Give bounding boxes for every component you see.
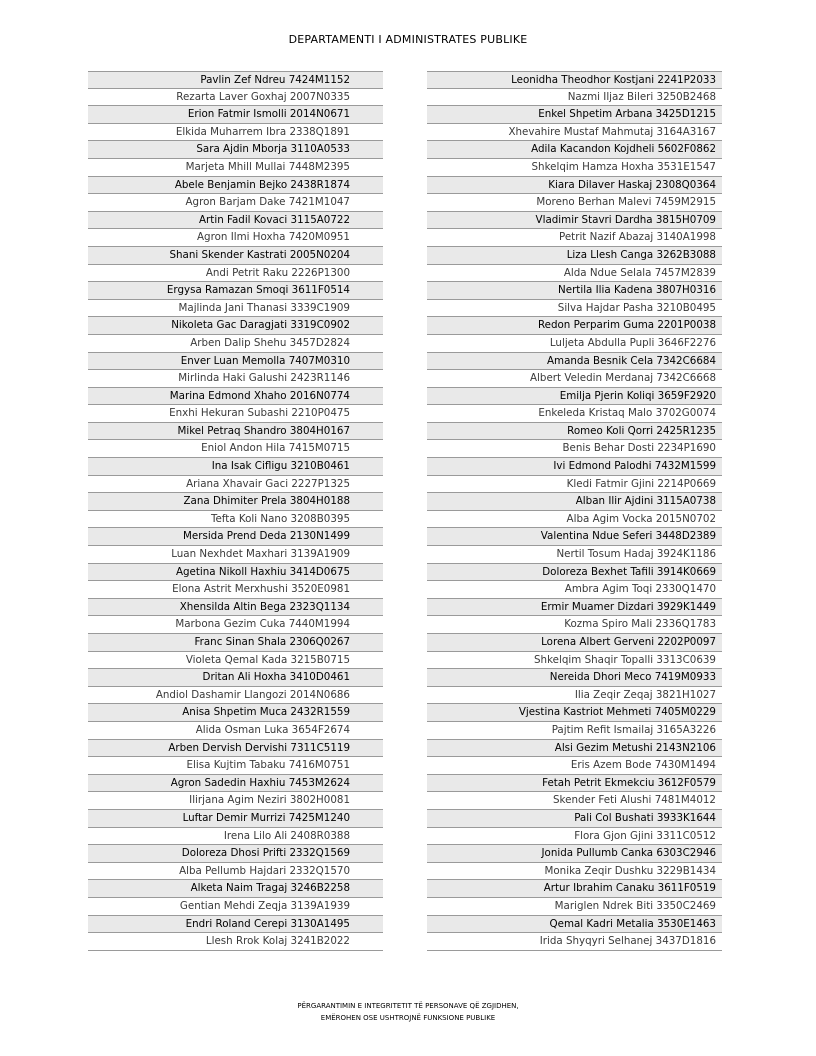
list-item: Agron Sadedin Haxhiu 7453M2624 <box>88 775 383 793</box>
list-item: Anisa Shpetim Muca 2432R1559 <box>88 704 383 722</box>
list-item: Mirlinda Haki Galushi 2423R1146 <box>88 370 383 388</box>
document-title: DEPARTAMENTI I ADMINISTRATES PUBLIKE <box>288 33 528 46</box>
list-item: Alida Osman Luka 3654F2674 <box>88 722 383 740</box>
list-item: Ergysa Ramazan Smoqi 3611F0514 <box>88 282 383 300</box>
list-item: Nazmi Iljaz Bileri 3250B2468 <box>427 89 722 107</box>
list-item: Romeo Koli Qorri 2425R1235 <box>427 423 722 441</box>
list-item: Andiol Dashamir Llangozi 2014N0686 <box>88 687 383 705</box>
list-item: Artin Fadil Kovaci 3115A0722 <box>88 212 383 230</box>
list-item: Llesh Rrok Kolaj 3241B2022 <box>88 933 383 951</box>
list-item: Ilirjana Agim Neziri 3802H0081 <box>88 792 383 810</box>
footer-line-1: PËRGARANTIMIN E INTEGRITETIT TË PERSONAVE QË ZGJIDHEN, <box>297 1002 519 1010</box>
list-item: Enxhi Hekuran Subashi 2210P0475 <box>88 405 383 423</box>
list-item: Redon Perparim Guma 2201P0038 <box>427 317 722 335</box>
list-item: Flora Gjon Gjini 3311C0512 <box>427 828 722 846</box>
list-item: Dritan Ali Hoxha 3410D0461 <box>88 669 383 687</box>
list-item: Luftar Demir Murrizi 7425M1240 <box>88 810 383 828</box>
list-item: Luan Nexhdet Maxhari 3139A1909 <box>88 546 383 564</box>
list-item: Marina Edmond Xhaho 2016N0774 <box>88 388 383 406</box>
list-item: Alban Ilir Ajdini 3115A0738 <box>427 493 722 511</box>
list-item: Rezarta Laver Goxhaj 2007N0335 <box>88 89 383 107</box>
list-item: Ambra Agim Toqi 2330Q1470 <box>427 581 722 599</box>
list-item: Mersida Prend Deda 2130N1499 <box>88 528 383 546</box>
list-item: Andi Petrit Raku 2226P1300 <box>88 265 383 283</box>
list-item: Marjeta Mhill Mullai 7448M2395 <box>88 159 383 177</box>
list-item: Alba Agim Vocka 2015N0702 <box>427 511 722 529</box>
list-item: Nertila Ilia Kadena 3807H0316 <box>427 282 722 300</box>
list-item: Alda Ndue Selala 7457M2839 <box>427 265 722 283</box>
list-item: Vjestina Kastriot Mehmeti 7405M0229 <box>427 704 722 722</box>
list-item: Tefta Koli Nano 3208B0395 <box>88 511 383 529</box>
list-item: Luljeta Abdulla Pupli 3646F2276 <box>427 335 722 353</box>
list-item: Liza Llesh Canga 3262B3088 <box>427 247 722 265</box>
list-item: Elona Astrit Merxhushi 3520E0981 <box>88 581 383 599</box>
list-item: Endri Roland Cerepi 3130A1495 <box>88 916 383 934</box>
list-item: Xhevahire Mustaf Mahmutaj 3164A3167 <box>427 124 722 142</box>
list-item: Albert Veledin Merdanaj 7342C6668 <box>427 370 722 388</box>
list-item: Pavlin Zef Ndreu 7424M1152 <box>88 71 383 89</box>
right-name-list <box>427 71 722 951</box>
list-item: Enver Luan Memolla 7407M0310 <box>88 353 383 371</box>
list-item: Doloreza Dhosi Prifti 2332Q1569 <box>88 845 383 863</box>
list-item: Majlinda Jani Thanasi 3339C1909 <box>88 300 383 318</box>
list-item: Elkida Muharrem Ibra 2338Q1891 <box>88 124 383 142</box>
list-item: Artur Ibrahim Canaku 3611F0519 <box>427 880 722 898</box>
list-item: Shkelqim Hamza Hoxha 3531E1547 <box>427 159 722 177</box>
list-item: Eris Azem Bode 7430M1494 <box>427 757 722 775</box>
list-item: Mariglen Ndrek Biti 3350C2469 <box>427 898 722 916</box>
list-item: Vladimir Stavri Dardha 3815H0709 <box>427 212 722 230</box>
list-item: Benis Behar Dosti 2234P1690 <box>427 440 722 458</box>
list-item: Zana Dhimiter Prela 3804H0188 <box>88 493 383 511</box>
footer <box>0 1000 816 1024</box>
footer-line-2: EMËROHEN OSE USHTROJNË FUNKSIONE PUBLIKE <box>320 1014 496 1022</box>
list-item: Shani Skender Kastrati 2005N0204 <box>88 247 383 265</box>
list-item: Ariana Xhavair Gaci 2227P1325 <box>88 476 383 494</box>
list-item: Agron Ilmi Hoxha 7420M0951 <box>88 229 383 247</box>
list-item: Monika Zeqir Dushku 3229B1434 <box>427 863 722 881</box>
list-item: Nereida Dhori Meco 7419M0933 <box>427 669 722 687</box>
list-item: Valentina Ndue Seferi 3448D2389 <box>427 528 722 546</box>
list-item: Fetah Petrit Ekmekciu 3612F0579 <box>427 775 722 793</box>
list-item: Shkelqim Shaqir Topalli 3313C0639 <box>427 652 722 670</box>
list-item: Arben Dalip Shehu 3457D2824 <box>88 335 383 353</box>
list-item: Enkeleda Kristaq Malo 3702G0074 <box>427 405 722 423</box>
list-item: Silva Hajdar Pasha 3210B0495 <box>427 300 722 318</box>
list-item: Alsi Gezim Metushi 2143N2106 <box>427 740 722 758</box>
list-item: Ina Isak Cifligu 3210B0461 <box>88 458 383 476</box>
list-item: Pajtim Refit Ismailaj 3165A3226 <box>427 722 722 740</box>
list-item: Doloreza Bexhet Tafili 3914K0669 <box>427 564 722 582</box>
list-item: Skender Feti Alushi 7481M4012 <box>427 792 722 810</box>
list-item: Irena Lilo Ali 2408R0388 <box>88 828 383 846</box>
list-item: Leonidha Theodhor Kostjani 2241P2033 <box>427 71 722 89</box>
list-item: Irida Shyqyri Selhanej 3437D1816 <box>427 933 722 951</box>
list-item: Jonida Pullumb Canka 6303C2946 <box>427 845 722 863</box>
list-item: Sara Ajdin Mborja 3110A0533 <box>88 141 383 159</box>
list-item: Kiara Dilaver Haskaj 2308Q0364 <box>427 177 722 195</box>
list-item: Moreno Berhan Malevi 7459M2915 <box>427 194 722 212</box>
list-item: Lorena Albert Gerveni 2202P0097 <box>427 634 722 652</box>
list-item: Ilia Zeqir Zeqaj 3821H1027 <box>427 687 722 705</box>
list-item: Xhensilda Altin Bega 2323Q1134 <box>88 599 383 617</box>
list-item: Kledi Fatmir Gjini 2214P0669 <box>427 476 722 494</box>
list-item: Petrit Nazif Abazaj 3140A1998 <box>427 229 722 247</box>
list-item: Franc Sinan Shala 2306Q0267 <box>88 634 383 652</box>
list-item: Alba Pellumb Hajdari 2332Q1570 <box>88 863 383 881</box>
left-name-list <box>88 71 383 951</box>
list-item: Mikel Petraq Shandro 3804H0167 <box>88 423 383 441</box>
list-item: Qemal Kadri Metalia 3530E1463 <box>427 916 722 934</box>
list-item: Arben Dervish Dervishi 7311C5119 <box>88 740 383 758</box>
list-item: Adila Kacandon Kojdheli 5602F0862 <box>427 141 722 159</box>
list-item: Nertil Tosum Hadaj 3924K1186 <box>427 546 722 564</box>
list-item: Enkel Shpetim Arbana 3425D1215 <box>427 106 722 124</box>
list-item: Alketa Naim Tragaj 3246B2258 <box>88 880 383 898</box>
list-item: Violeta Qemal Kada 3215B0715 <box>88 652 383 670</box>
list-item: Erion Fatmir Ismolli 2014N0671 <box>88 106 383 124</box>
list-item: Marbona Gezim Cuka 7440M1994 <box>88 616 383 634</box>
list-item: Ivi Edmond Palodhi 7432M1599 <box>427 458 722 476</box>
list-item: Agron Barjam Dake 7421M1047 <box>88 194 383 212</box>
list-item: Eniol Andon Hila 7415M0715 <box>88 440 383 458</box>
list-item: Elisa Kujtim Tabaku 7416M0751 <box>88 757 383 775</box>
list-item: Agetina Nikoll Haxhiu 3414D0675 <box>88 564 383 582</box>
list-item: Pali Col Bushati 3933K1644 <box>427 810 722 828</box>
list-item: Kozma Spiro Mali 2336Q1783 <box>427 616 722 634</box>
list-item: Nikoleta Gac Daragjati 3319C0902 <box>88 317 383 335</box>
list-item: Emilja Pjerin Koliqi 3659F2920 <box>427 388 722 406</box>
list-item: Abele Benjamin Bejko 2438R1874 <box>88 177 383 195</box>
list-item: Amanda Besnik Cela 7342C6684 <box>427 353 722 371</box>
list-item: Ermir Muamer Dizdari 3929K1449 <box>427 599 722 617</box>
list-item: Gentian Mehdi Zeqja 3139A1939 <box>88 898 383 916</box>
